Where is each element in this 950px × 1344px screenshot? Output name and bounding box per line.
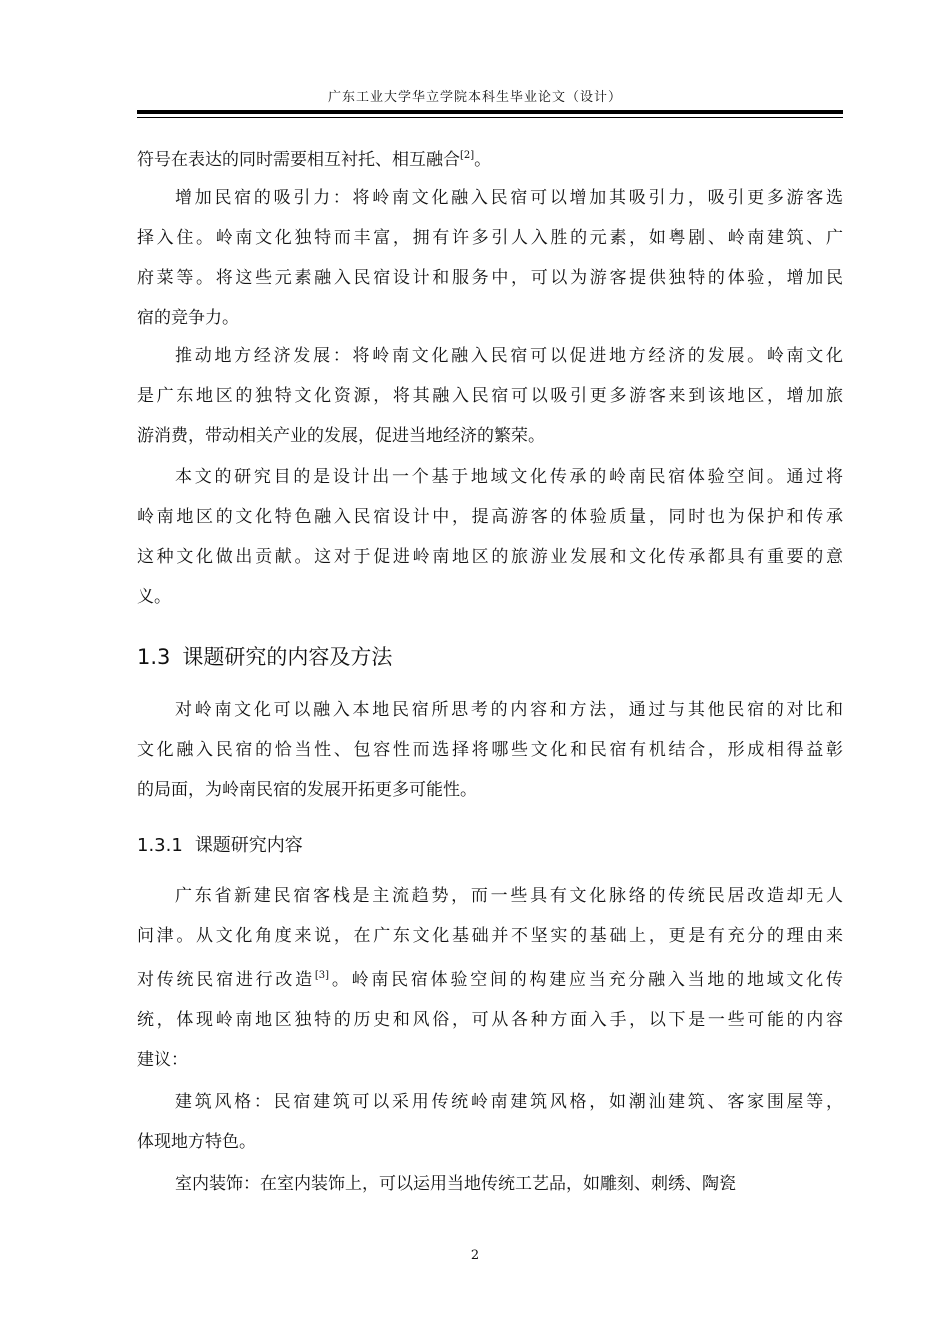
paragraph-line: 择入住。岭南文化独特而丰富，拥有许多引人入胜的元素，如粤剧、岭南建筑、广	[137, 228, 843, 248]
paragraph-line: 推动地方经济发展：将岭南文化融入民宿可以促进地方经济的发展。岭南文化	[175, 346, 843, 366]
header-divider-thin	[137, 117, 843, 118]
paragraph-line: 对岭南文化可以融入本地民宿所思考的内容和方法，通过与其他民宿的对比和	[175, 700, 843, 720]
section-heading-1-3	[137, 641, 392, 671]
paragraph-line: 宿的竞争力。	[137, 308, 239, 328]
paragraph-architecture	[137, 1082, 843, 1162]
paragraph-line: 义。	[137, 587, 171, 607]
paragraph-line: 这种文化做出贡献。这对于促进岭南地区的旅游业发展和文化传承都具有重要的意	[137, 547, 843, 567]
running-header: 广东工业大学华立学院本科生毕业论文（设计）	[327, 90, 622, 105]
paragraph-text: 。	[474, 150, 492, 170]
header-divider-thick	[137, 110, 843, 114]
paragraph-attraction	[137, 178, 843, 338]
paragraph-line: 室内装饰：在室内装饰上，可以运用当地传统工艺品，如雕刻、刺绣、陶瓷	[175, 1174, 736, 1194]
paragraph-line: 广东省新建民宿客栈是主流趋势，而一些具有文化脉络的传统民居改造却无人	[175, 886, 843, 906]
paragraph-line: 建议：	[137, 1050, 188, 1070]
section-heading-1-3-1	[137, 831, 303, 857]
paragraph-interior	[137, 1164, 843, 1204]
paragraph-line: 的局面，为岭南民宿的发展开拓更多可能性。	[137, 780, 477, 800]
section-number: 1.3	[137, 645, 171, 669]
paragraph-line: 文化融入民宿的恰当性、包容性而选择将哪些文化和民宿有机结合，形成相得益彰	[137, 740, 843, 760]
paragraph-text: 符号在表达的同时需要相互衬托、相互融合	[137, 150, 460, 170]
paragraph-methods	[137, 690, 843, 810]
paragraph-purpose	[137, 457, 843, 617]
paragraph-line: 建筑风格：民宿建筑可以采用传统岭南建筑风格，如潮汕建筑、客家围屋等，	[175, 1092, 843, 1112]
paragraph-text: 。岭南民宿体验空间的构建应当充分融入当地的地域文化传	[329, 970, 844, 990]
paragraph-line: 体现地方特色。	[137, 1132, 256, 1152]
paragraph-line: 游消费，带动相关产业的发展，促进当地经济的繁荣。	[137, 426, 545, 446]
section-title: 课题研究内容	[194, 835, 303, 856]
paragraph-line: 本文的研究目的是设计出一个基于地域文化传承的岭南民宿体验空间。通过将	[175, 467, 843, 487]
paragraph-research-content	[137, 876, 843, 1080]
paragraph-line	[137, 956, 843, 1000]
paragraph-line: 问津。从文化角度来说，在广东文化基础并不坚实的基础上，更是有充分的理由来	[137, 926, 843, 946]
paragraph-economy	[137, 336, 843, 456]
paragraph-line: 是广东地区的独特文化资源，将其融入民宿可以吸引更多游客来到该地区，增加旅	[137, 386, 843, 406]
paragraph-line: 统，体现岭南地区独特的历史和风俗，可从各种方面入手，以下是一些可能的内容	[137, 1010, 843, 1030]
paragraph-text: 对传统民宿进行改造	[137, 970, 315, 990]
paragraph-line: 岭南地区的文化特色融入民宿设计中，提高游客的体验质量，同时也为保护和传承	[137, 507, 843, 527]
citation-ref: [2]	[460, 150, 475, 161]
section-title: 课题研究的内容及方法	[182, 645, 393, 669]
section-number: 1.3.1	[137, 835, 183, 856]
citation-ref: [3]	[314, 970, 330, 981]
paragraph-continuation	[137, 136, 843, 180]
page-number: 2	[470, 1248, 480, 1263]
paragraph-line: 增加民宿的吸引力：将岭南文化融入民宿可以增加其吸引力，吸引更多游客选	[175, 188, 843, 208]
paragraph-line: 府菜等。将这些元素融入民宿设计和服务中，可以为游客提供独特的体验，增加民	[137, 268, 843, 288]
